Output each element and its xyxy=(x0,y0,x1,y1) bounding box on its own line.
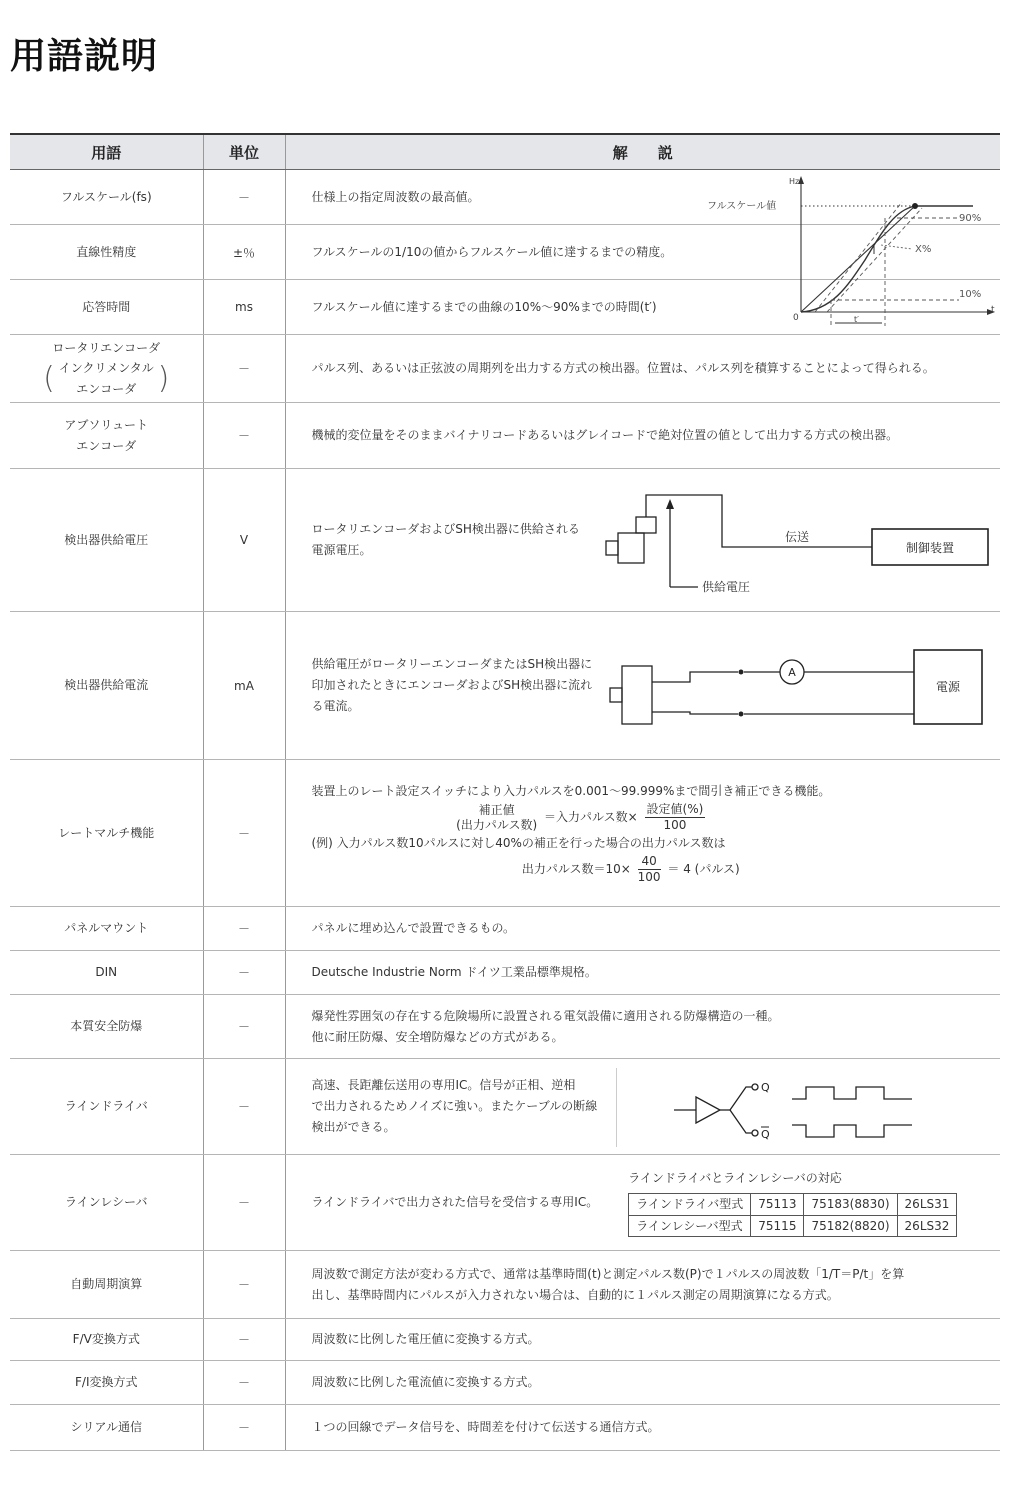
table-row xyxy=(10,1319,1000,1361)
correspondence-table xyxy=(628,1193,957,1238)
table-row xyxy=(10,1155,1000,1251)
header-unit: 単位 xyxy=(203,134,285,170)
term-cell: DIN xyxy=(10,951,203,995)
origin-label: 0 xyxy=(793,313,799,323)
desc-cell xyxy=(285,1405,1000,1451)
formula-term: (出力パルス数) xyxy=(456,817,538,832)
desc-line: 出し、基準時間内にパルスが入力されない場合は、自動的に１パルス測定の周期演算になる方式。 xyxy=(311,1287,839,1302)
transmit-label: 伝送 xyxy=(785,530,810,544)
line-driver-diagram xyxy=(616,1067,976,1147)
term-cell xyxy=(10,335,203,403)
q-label: Q xyxy=(760,1081,770,1094)
desc-line: 電源電圧。 xyxy=(311,543,372,557)
term-line: エンコーダ xyxy=(76,381,137,396)
term-cell: 自動周期演算 xyxy=(10,1251,203,1319)
formula-fraction xyxy=(645,802,706,833)
formula-text: ＝入力パルス数× xyxy=(544,810,638,824)
table-row xyxy=(10,760,1000,907)
table-row xyxy=(10,1251,1000,1319)
term-cell: レートマルチ機能 xyxy=(10,760,203,907)
correspondence-caption: ラインドライバとラインレシーバの対応 xyxy=(628,1170,842,1185)
desc-line: で出力されるためノイズに強い。またケーブルの断線 xyxy=(311,1099,598,1113)
term-cell: 直線性精度 xyxy=(10,225,203,280)
desc-line: 装置上のレート設定スイッチにより入力パルスを0.001～99.999%まで間引き補正できる機能。 xyxy=(311,784,831,798)
term-cell: ラインドライバ xyxy=(10,1059,203,1155)
term-cell: 検出器供給電流 xyxy=(10,612,203,760)
glossary-table xyxy=(10,133,1000,1451)
desc-cell xyxy=(285,403,1000,469)
desc-cell xyxy=(285,1059,1000,1155)
unit-cell: － xyxy=(203,995,285,1059)
correspondence-cell: 75115 xyxy=(751,1215,804,1237)
table-row xyxy=(10,469,1000,612)
desc-line: ロータリエンコーダおよびSH検出器に供給される xyxy=(311,522,580,536)
q-terminal xyxy=(752,1084,758,1090)
correspondence-block xyxy=(598,1168,990,1238)
term-cell: シリアル通信 xyxy=(10,1405,203,1451)
encoder-body-shape xyxy=(618,533,644,563)
detector-body-shape xyxy=(622,666,652,724)
term-line: アブソリュート xyxy=(64,418,149,433)
x-percent-label: X% xyxy=(915,244,932,255)
ammeter-label: A xyxy=(788,666,796,679)
t-prime-label: t′ xyxy=(854,315,859,324)
term-enclosed-text xyxy=(59,358,154,399)
table-header-row xyxy=(10,134,1000,170)
table-row xyxy=(10,995,1000,1059)
correction-formula xyxy=(312,802,991,833)
term-line: ロータリエンコーダ xyxy=(52,340,161,355)
term-line: インクリメンタル xyxy=(58,361,154,376)
desc-text: ラインドライバで出力された信号を受信する専用IC。 xyxy=(311,1195,599,1209)
desc-split xyxy=(312,1168,991,1238)
upper-bound-dashed xyxy=(815,202,902,312)
table-row xyxy=(10,1405,1000,1451)
desc-cell xyxy=(285,951,1000,995)
formula-denominator: 100 xyxy=(663,818,687,832)
supply-current-diagram xyxy=(604,626,994,746)
unit-cell: ms xyxy=(203,280,285,335)
desc-cell xyxy=(285,612,1000,760)
unit-cell: － xyxy=(203,1059,285,1155)
linear-response-line xyxy=(801,206,915,312)
desc-line: 供給電圧がロータリーエンコーダまたはSH検出器に xyxy=(311,657,593,671)
desc-cell xyxy=(285,469,1000,612)
correspondence-cell: 26LS32 xyxy=(897,1215,957,1237)
qbar-waveform xyxy=(792,1125,912,1137)
term-cell: 検出器供給電圧 xyxy=(10,469,203,612)
desc-cell xyxy=(285,760,1000,907)
open-paren: ( xyxy=(43,360,55,396)
q-output-line xyxy=(730,1087,752,1110)
desc-line: (例) 入力パルス数10パルスに対し40%の補正を行った場合の出力パルス数は xyxy=(311,836,726,850)
formula-term: 補正値 xyxy=(478,802,515,817)
detector-shaft-shape xyxy=(610,688,622,702)
desc-line: 爆発性雰囲気の存在する危険場所に設置される電気設備に適用される防爆構造の一種。 xyxy=(311,1008,780,1023)
correspondence-row xyxy=(629,1215,957,1237)
formula-text: 出力パルス数＝10× xyxy=(521,862,631,876)
unit-cell: － xyxy=(203,1155,285,1251)
unit-cell: mA xyxy=(203,612,285,760)
desc-text: パネルに埋め込んで設置できるもの。 xyxy=(311,921,516,935)
desc-cell xyxy=(285,335,1000,403)
p90-label: 90% xyxy=(959,213,982,224)
example-formula xyxy=(312,854,991,885)
lower-bound-dashed xyxy=(827,208,922,312)
header-term: 用語 xyxy=(10,134,203,170)
close-paren: ) xyxy=(157,360,170,396)
correspondence-cell: ラインドライバ型式 xyxy=(629,1193,751,1215)
unit-cell: － xyxy=(203,1251,285,1319)
desc-text: フルスケールの1/10の値からフルスケール値に達するまでの精度。 xyxy=(311,244,673,259)
term-cell: フルスケール(fs) xyxy=(10,170,203,225)
qbar-terminal xyxy=(752,1130,758,1136)
desc-line: 印加されたときにエンコーダおよびSH検出器に流れ xyxy=(311,678,593,692)
term-cell: パネルマウント xyxy=(10,907,203,951)
encoder-connector-shape xyxy=(636,517,656,533)
correspondence-row xyxy=(629,1193,957,1215)
correspondence-cell: 75113 xyxy=(751,1193,804,1215)
unit-cell: － xyxy=(203,335,285,403)
desc-line: 検出ができる。 xyxy=(311,1120,396,1134)
transmit-line xyxy=(646,495,872,547)
table-row xyxy=(10,951,1000,995)
driver-triangle-shape xyxy=(696,1097,720,1123)
y-axis-label: Hz xyxy=(789,177,800,186)
term-cell: 本質安全防爆 xyxy=(10,995,203,1059)
table-row xyxy=(10,907,1000,951)
desc-cell xyxy=(285,1361,1000,1405)
fullscale-response-chart xyxy=(697,172,997,330)
desc-text: 仕様上の指定周波数の最高値。 xyxy=(311,189,480,204)
desc-cell xyxy=(285,907,1000,951)
table-row xyxy=(10,612,1000,760)
desc-text: パルス列、あるいは正弦波の周期列を出力する方式の検出器。位置は、パルス列を積算することによって得られる。 xyxy=(311,361,935,375)
supply-arrowhead xyxy=(666,499,674,509)
table-row xyxy=(10,1361,1000,1405)
desc-text: 周波数に比例した電圧値に変換する方式。 xyxy=(311,1332,540,1346)
unit-cell: － xyxy=(203,1405,285,1451)
term-cell: ラインレシーバ xyxy=(10,1155,203,1251)
power-label: 電源 xyxy=(935,680,961,694)
desc-text: フルスケール値に達するまでの曲線の10%～90%までの時間(t′) xyxy=(311,299,657,314)
formula-numerator: 40 xyxy=(638,854,661,870)
desc-line: 高速、長距離伝送用の専用IC。信号が正相、逆相 xyxy=(311,1078,576,1092)
page-title: 用語説明 xyxy=(10,36,159,77)
correspondence-cell: 75183(8830) xyxy=(804,1193,897,1215)
supply-label: 供給電圧 xyxy=(702,580,751,594)
desc-cell xyxy=(285,1251,1000,1319)
formula-fraction xyxy=(456,803,537,833)
desc-line: 周波数で測定方法が変わる方式で、通常は基準時間(t)と測定パルス数(P)で１パルスの周波数「1/T＝P/t」を算 xyxy=(311,1266,905,1281)
unit-cell: － xyxy=(203,1319,285,1361)
desc-cell xyxy=(285,1155,1000,1251)
unit-cell: － xyxy=(203,170,285,225)
correspondence-cell: ラインレシーバ型式 xyxy=(629,1215,751,1237)
unit-cell: － xyxy=(203,760,285,907)
formula-text: ＝ 4 (パルス) xyxy=(667,862,740,876)
formula-fraction xyxy=(638,854,661,885)
unit-cell: － xyxy=(203,951,285,995)
lower-wire xyxy=(652,712,738,714)
qbar-label: Q xyxy=(760,1128,770,1141)
correspondence-cell: 75182(8820) xyxy=(804,1215,897,1237)
desc-cell xyxy=(285,1319,1000,1361)
table-row xyxy=(10,1059,1000,1155)
q-waveform xyxy=(792,1087,912,1099)
formula-denominator: 100 xyxy=(637,870,661,884)
table-row xyxy=(10,335,1000,403)
desc-text: １つの回線でデータ信号を、時間差を付けて伝送する通信方式。 xyxy=(311,1420,660,1434)
controller-label: 制御装置 xyxy=(905,541,955,555)
desc-cell xyxy=(285,995,1000,1059)
encoder-shaft-shape xyxy=(606,541,618,555)
p10-label: 10% xyxy=(959,289,982,300)
term-cell: F/V変換方式 xyxy=(10,1319,203,1361)
formula-numerator: 設定値(%) xyxy=(646,802,704,816)
fullscale-label: フルスケール値 xyxy=(707,201,777,212)
supply-voltage-diagram xyxy=(580,477,1000,602)
qbar-output-line xyxy=(730,1110,752,1133)
term-cell: F/I変換方式 xyxy=(10,1361,203,1405)
term-line: エンコーダ xyxy=(76,438,137,453)
upper-wire xyxy=(652,672,738,682)
unit-cell: ±％ xyxy=(203,225,285,280)
desc-line: 他に耐圧防爆、安全増防爆などの方式がある。 xyxy=(311,1029,564,1044)
desc-text: Deutsche Industrie Norm ドイツ工業品標準規格。 xyxy=(311,965,597,979)
x-axis-label: t xyxy=(991,305,995,315)
unit-cell: V xyxy=(203,469,285,612)
unit-cell: － xyxy=(203,907,285,951)
term-cell xyxy=(10,403,203,469)
response-curve xyxy=(801,206,973,312)
desc-line: る電流。 xyxy=(311,699,360,713)
terminal-dot xyxy=(739,712,744,717)
table-row xyxy=(10,403,1000,469)
term-enclosed xyxy=(11,358,202,399)
correspondence-cell: 26LS31 xyxy=(897,1193,957,1215)
term-cell: 応答時間 xyxy=(10,280,203,335)
fullscale-point xyxy=(912,203,918,209)
desc-text: 周波数に比例した電流値に変換する方式。 xyxy=(311,1375,540,1389)
terminal-dot xyxy=(739,670,744,675)
unit-cell: － xyxy=(203,403,285,469)
header-desc: 解 説 xyxy=(285,134,1000,170)
desc-text: 機械的変位量をそのままバイナリコードあるいはグレイコードで絶対位置の値として出力する方式の検出器。 xyxy=(311,428,899,442)
unit-cell: － xyxy=(203,1361,285,1405)
